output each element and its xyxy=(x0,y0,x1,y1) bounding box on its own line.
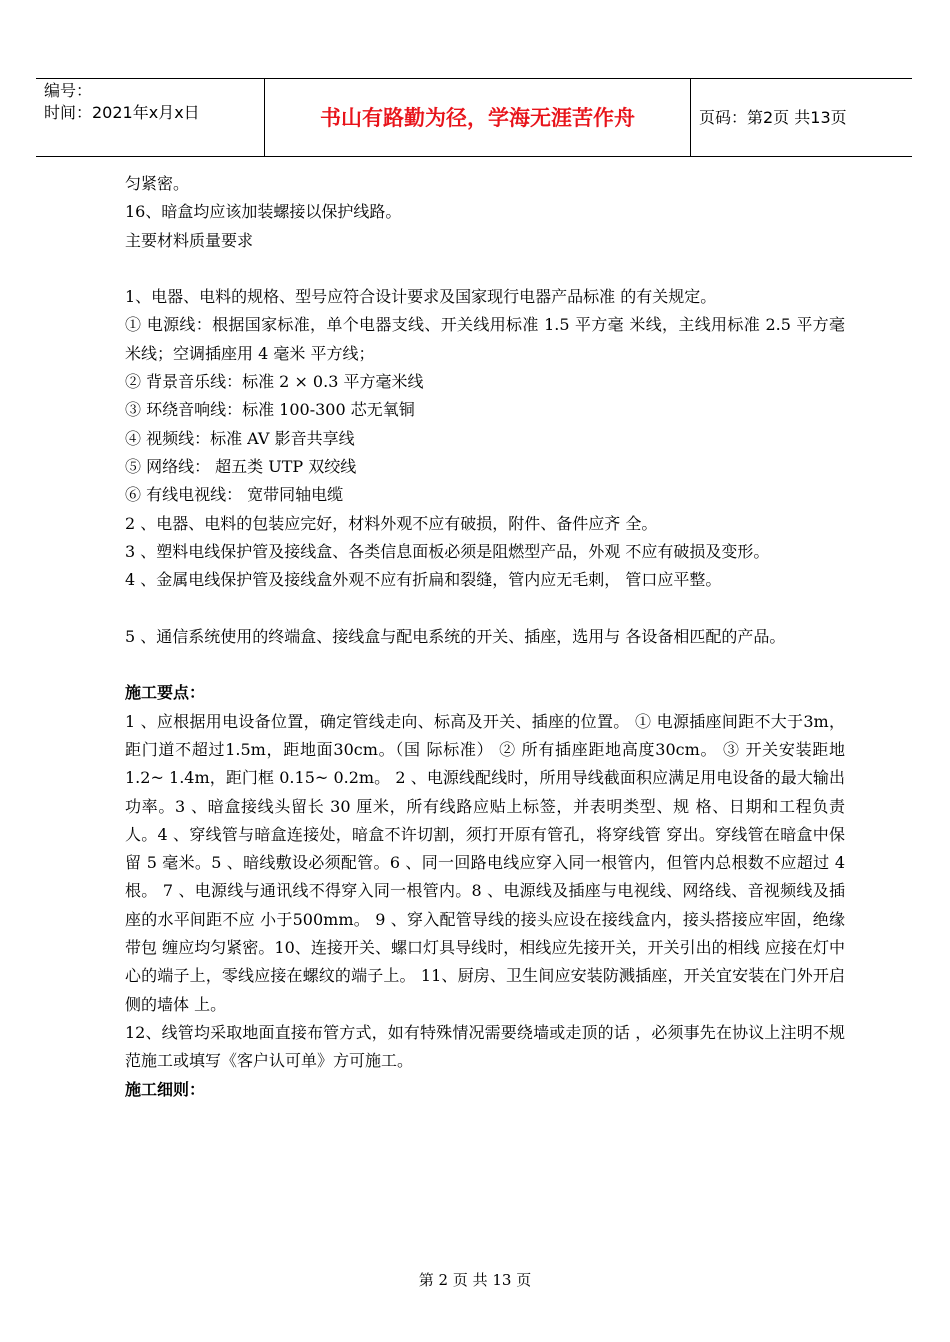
page-footer: 第 2 页 共 13 页 xyxy=(418,1271,532,1289)
body-paragraph: 12、线管均采取地面直接布管方式，如有特殊情况需要绕墙或走顶的话 ，必须事先在协议上注明不规范施工或填写《客户认可单》方可施工。 xyxy=(125,1022,845,1071)
body-paragraph: 2 、电器、电料的包装应完好，材料外观不应有破损，附件、备件应齐 全。 xyxy=(125,513,658,533)
paragraph-gap xyxy=(125,651,845,679)
header-page-info: 页码：第2页 共13页 xyxy=(699,108,847,127)
body-paragraph: 16、暗盒均应该加装螺接以保护线路。 xyxy=(125,202,402,222)
body-paragraph: ③ 环绕音响线：标准 100-300 芯无氧铜 xyxy=(125,400,415,420)
body-paragraph: 1、电器、电料的规格、型号应符合设计要求及国家现行电器产品标准 的有关规定。 xyxy=(125,287,717,307)
body-paragraph: ② 背景音乐线：标准 2 × 0.3 平方毫米线 xyxy=(125,372,424,392)
document-body xyxy=(125,170,845,1104)
header-middle-cell xyxy=(265,79,691,156)
body-paragraph: 1 、应根据用电设备位置，确定管线走向、标高及开关、插座的位置。 ① 电源插座间距不大于3m，距门道不超过1.5m，距地面30cm。（国 际标准） ② 所有插座距地高度30cm。 ③ 开关安装距地 1.2~ 1.4m，距门框 0.15~ 0.2m。 2 、电源线配线时，所用导线截面积应满足用电设备的最大输出功率。3 、暗盒接线头留长 30 厘米，所有线路应贴上标签，并表明类型、规 格、日期和工程负责人。4 、穿线管与暗盒连接处，暗盒不许切割，须打开原有管孔，将穿线管 穿出。穿线管在暗盒中保留 5 毫米。5 、暗线敷设必须配管。6 、同一回路电线应穿入同一根管内，但管内总根数不应超过 4 根。 7 、电源线与通讯线不得穿入同一根管内。8 、电源线及插座与电视线、网络线、音视频线及插座的水平间距不应 小于500mm。 9 、穿入配管导线的接头应设在接线盒内，接头搭接应牢固，绝缘带包 缠应均匀紧密。10、连接开关、螺口灯具导线时，相线应先接开关，开关引出的相线 应接在灯中心的端子上，零线应接在螺纹的端子上。 11、厨房、卫生间应安装防溅插座，开关宜安装在门外开启侧的墙体 上。 xyxy=(125,711,845,1014)
header-right-cell xyxy=(691,79,912,156)
serial-number-label: 编号： xyxy=(44,81,93,100)
paragraph-gap xyxy=(125,255,845,283)
body-paragraph: ⑥ 有线电视线： 宽带同轴电缆 xyxy=(125,485,344,505)
section-heading-materials: 主要材料质量要求 xyxy=(125,230,254,250)
body-paragraph: ⑤ 网络线： 超五类 UTP 双绞线 xyxy=(125,456,357,476)
date-label: 时间：2021年x月x日 xyxy=(44,103,200,122)
header-motto: 书山有路勤为径，学海无涯苦作舟 xyxy=(320,106,635,130)
body-paragraph: 4 、金属电线保护管及接线盒外观不应有折扁和裂缝，管内应无毛刺， 管口应平整。 xyxy=(125,570,722,590)
body-paragraph: ④ 视频线：标准 AV 影音共享线 xyxy=(125,428,355,448)
body-paragraph: 5 、通信系统使用的终端盒、接线盒与配电系统的开关、插座，选用与 各设备相匹配的产品。 xyxy=(125,626,786,646)
body-paragraph: ① 电源线：根据国家标准，单个电器支线、开关线用标准 1.5 平方毫 米线，主线用标准 2.5 平方毫米线；空调插座用 4 毫米 平方线； xyxy=(125,315,845,363)
page-header xyxy=(36,78,912,157)
section-heading-construction-points: 施工要点： xyxy=(125,683,206,703)
body-paragraph: 匀紧密。 xyxy=(125,174,190,193)
body-paragraph: 3 、塑料电线保护管及接线盒、各类信息面板必须是阻燃型产品，外观 不应有破损及变形。 xyxy=(125,541,770,561)
header-left-cell xyxy=(36,79,265,156)
section-heading-construction-details: 施工细则： xyxy=(125,1079,206,1099)
paragraph-gap xyxy=(125,594,845,622)
